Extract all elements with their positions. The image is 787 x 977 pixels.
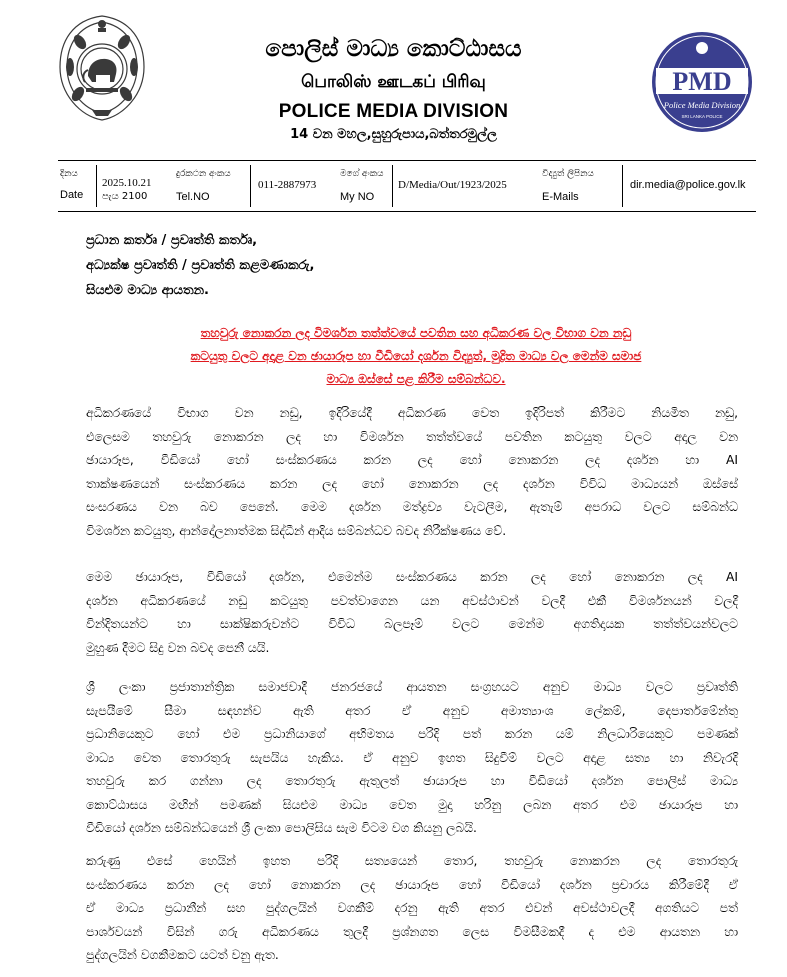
paragraph-line: විමර්ශන කටයුතු, ආන්දෝලනාත්මක සිද්ධීන් ආදිය සම්බන්ධව බවද නිරීක්ෂණය වේ. xyxy=(86,523,507,538)
paragraph-line: එලෙසම තහවුරු නොකරන ලද හා විමර්ශන තත්ත්වයේ පවතින කටයුතු වලට අදාල වන xyxy=(86,429,738,444)
addressee-line: සියළුම මාධ්‍ය ආයතන. xyxy=(86,283,209,298)
paragraph-line: අධිකරණයේ විභාග වන නඩු, ඉදිරියේදී අධිකරණ වෙත ඉදිරිපත් කිරීමට නියමිත නඩු, xyxy=(86,406,738,420)
paragraph-line: සංස්කරණය කරන ලද හෝ නොකරන ලද ඡායාරූප හෝ වීඩියෝ දර්ශන ප්‍රචාරය කිරීමේදී ඒ xyxy=(86,877,738,892)
subject-line: තහවුරු නොකරන ලද විමර්ශන තත්ත්වයේ පවතින සහ අධිකරණ වල විභාග වන නඩු xyxy=(200,326,632,340)
header-address: 14 වන මහල,සුහුරුපාය,බත්තරමුල්ල xyxy=(290,127,497,142)
paragraph-line: පාර්ශවයන් විසින් ගරු අධිකරණය තුලදී ප්‍රශ්නගත ලෙස විමසීමකදී ද එම ආයතන හා xyxy=(86,924,738,939)
paragraph-line: වින්දිතයන්ට හා සාක්ෂිකරුවන්ට විවිධ බලපෑම් වලට මෙන්ම අගතිදායක තත්ත්වයන්වලට xyxy=(86,617,738,631)
header-title-sinhala: පොලිස් මාධ්‍ය කොට්ඨාසය xyxy=(265,36,522,62)
subject-line: මාධ්‍ය ඔස්සේ පළ කිරීම සම්බන්ධව. xyxy=(326,372,506,386)
info-strip xyxy=(58,160,756,212)
pmd-logo-subtitle: Police Media Division xyxy=(663,100,741,110)
divider xyxy=(392,165,393,207)
my-no-value: D/Media/Out/1923/2025 xyxy=(398,179,507,191)
paragraph-line: තාක්ෂණයෙන් සංස්කරණය කරන ලද හෝ නොකරන ලද දර්ශන විවිධ මාධ්‍යයන් ඔස්සේ xyxy=(86,476,738,491)
paragraph-line: දර්ශන අධිකරණයේ නඩු කටයුතු පවත්වාගෙන යන අවස්ථාවන් වලදී එකී විමර්ශනයන් වලදී xyxy=(86,593,738,608)
subject-line: කටයුතු වලට අදාළ වන ඡායාරූප හා වීඩියෝ දර්ශන විද්‍යුත්, මුද්‍රිත මාධ්‍ය වල මෙන්ම සමාජ xyxy=(190,349,642,363)
paragraph-line: ඡායාරූප, වීඩියෝ හෝ සංස්කරණය කරන ලද හෝ නොකරන ලද දර්ශන හා AI xyxy=(86,453,738,467)
header-title-english: POLICE MEDIA DIVISION xyxy=(278,101,509,122)
tel-label-english: Tel.NO xyxy=(176,191,210,203)
date-label-sinhala: දිනය xyxy=(60,169,78,179)
time-value: පැය 2100 xyxy=(102,191,148,202)
paragraph-line: තහවුරු කර ගන්නා ලද තොරතුරු ඇතුලත් ඡායාරූප හා වීඩියෝ දර්ශන පොලිස් මාධ්‍ය xyxy=(86,774,738,788)
paragraph-line: ශ්‍රී ලංකා ප්‍රජාතාන්ත්‍රික සමාජවාදී ජනරජයේ ආයතන සංග්‍රහයට අනුව මාධ්‍ය වලට ප්‍රවෘත්ති xyxy=(86,680,738,694)
tel-value: 011-2887973 xyxy=(258,179,317,191)
pmd-logo-text: PMD xyxy=(672,67,732,96)
paragraph-line: වීඩියෝ දර්ශන සම්බන්ධයෙන් ශ්‍රී ලංකා පොලිසිය සැම විටම වග කියනු ලබයි. xyxy=(86,821,477,835)
divider xyxy=(622,165,623,207)
email-label-sinhala: විද්‍යුත් ලිපිනය xyxy=(542,169,594,179)
addressee-line: අධ්‍යක්ෂ ප්‍රවෘත්ති / ප්‍රවෘත්ති කළමණාකරු, xyxy=(86,258,315,273)
paragraph-line: කොට්ඨාසය මඟින් පමණක් සියළුම මාධ්‍ය වෙත මුදා හරිනු ලබන අතර එම ඡායාරූප හා xyxy=(86,797,738,812)
paragraph-line: කරුණු එසේ හෙයින් ඉහත පරිදි සත්‍යයෙන් තොර, තහවුරු නොකරන ලද තොරතුරු xyxy=(86,854,738,868)
paragraph-line: ප්‍රධානියෙකුට හෝ එම ප්‍රධානියාගේ අභිමතය පරිදි පත් කරන යම් නිලධාරියෙකුට පමණක් xyxy=(86,727,738,741)
paragraph-line: සැපයීමේ සීමා සඳහන්ව ඇති අතර ඒ අනුව අමාත්‍යාංශ ලේකම්, දෙපාර්තමේන්තු xyxy=(86,703,738,718)
body-paragraph xyxy=(86,676,738,841)
body-paragraph xyxy=(86,402,738,543)
subject-heading xyxy=(96,322,736,391)
email-label-english: E-Mails xyxy=(542,191,579,203)
email-value: dir.media@police.gov.lk xyxy=(630,179,746,191)
header-title-tamil: பொலிஸ் ஊடகப் பிரிவு xyxy=(301,72,486,92)
paragraph-line: ඒ මාධ්‍ය ප්‍රධානීන් සහ පුද්ගලයින් වගකීම් දරනු ඇති අතර එවන් අවස්ථාවලදී අගතියට පත් xyxy=(86,901,738,915)
body-paragraph xyxy=(86,566,738,660)
date-label-english: Date xyxy=(60,189,84,201)
date-value: 2025.10.21 xyxy=(102,177,152,189)
my-no-label-sinhala: මගේ අංකය xyxy=(340,169,384,179)
paragraph-line: පුද්ගලයින් වගකීමකට යටත් වනු ඇත. xyxy=(86,948,279,962)
addressee-line: ප්‍රධාන කර්තෘ / ප්‍රවෘත්ති කර්තෘ, xyxy=(86,233,258,248)
paragraph-line: මෙම ඡායාරූප, වීඩියෝ දර්ශන, එමෙන්ම සංස්කරණය කරන ලද හෝ නොකරන ලද AI xyxy=(86,570,738,584)
body-paragraph xyxy=(86,850,738,968)
paragraph-line: මුහුණ දීමට සිදු වන බවද පෙනී යයි. xyxy=(86,640,270,655)
my-no-label-english: My NO xyxy=(340,191,375,203)
paragraph-line: මාධ්‍ය වෙත තොරතුරු සැපයිය හැකිය. ඒ අනුව ඉහත සිදුවීම් වලට අදාළ සත්‍ය හා නිවැරදි xyxy=(86,750,738,765)
paragraph-line: සංසරණය වන බව පෙනේ. මෙම දර්ශන මත්ද්‍රව්‍ය වැටලීම, ඇතැම් අපරාධ වලට සම්බන්ධ xyxy=(86,500,738,514)
pmd-logo-caption: SRI LANKA POLICE xyxy=(681,114,723,119)
divider xyxy=(250,165,251,207)
tel-label-sinhala: දුරකථන අංකය xyxy=(176,169,231,179)
divider xyxy=(96,165,97,207)
